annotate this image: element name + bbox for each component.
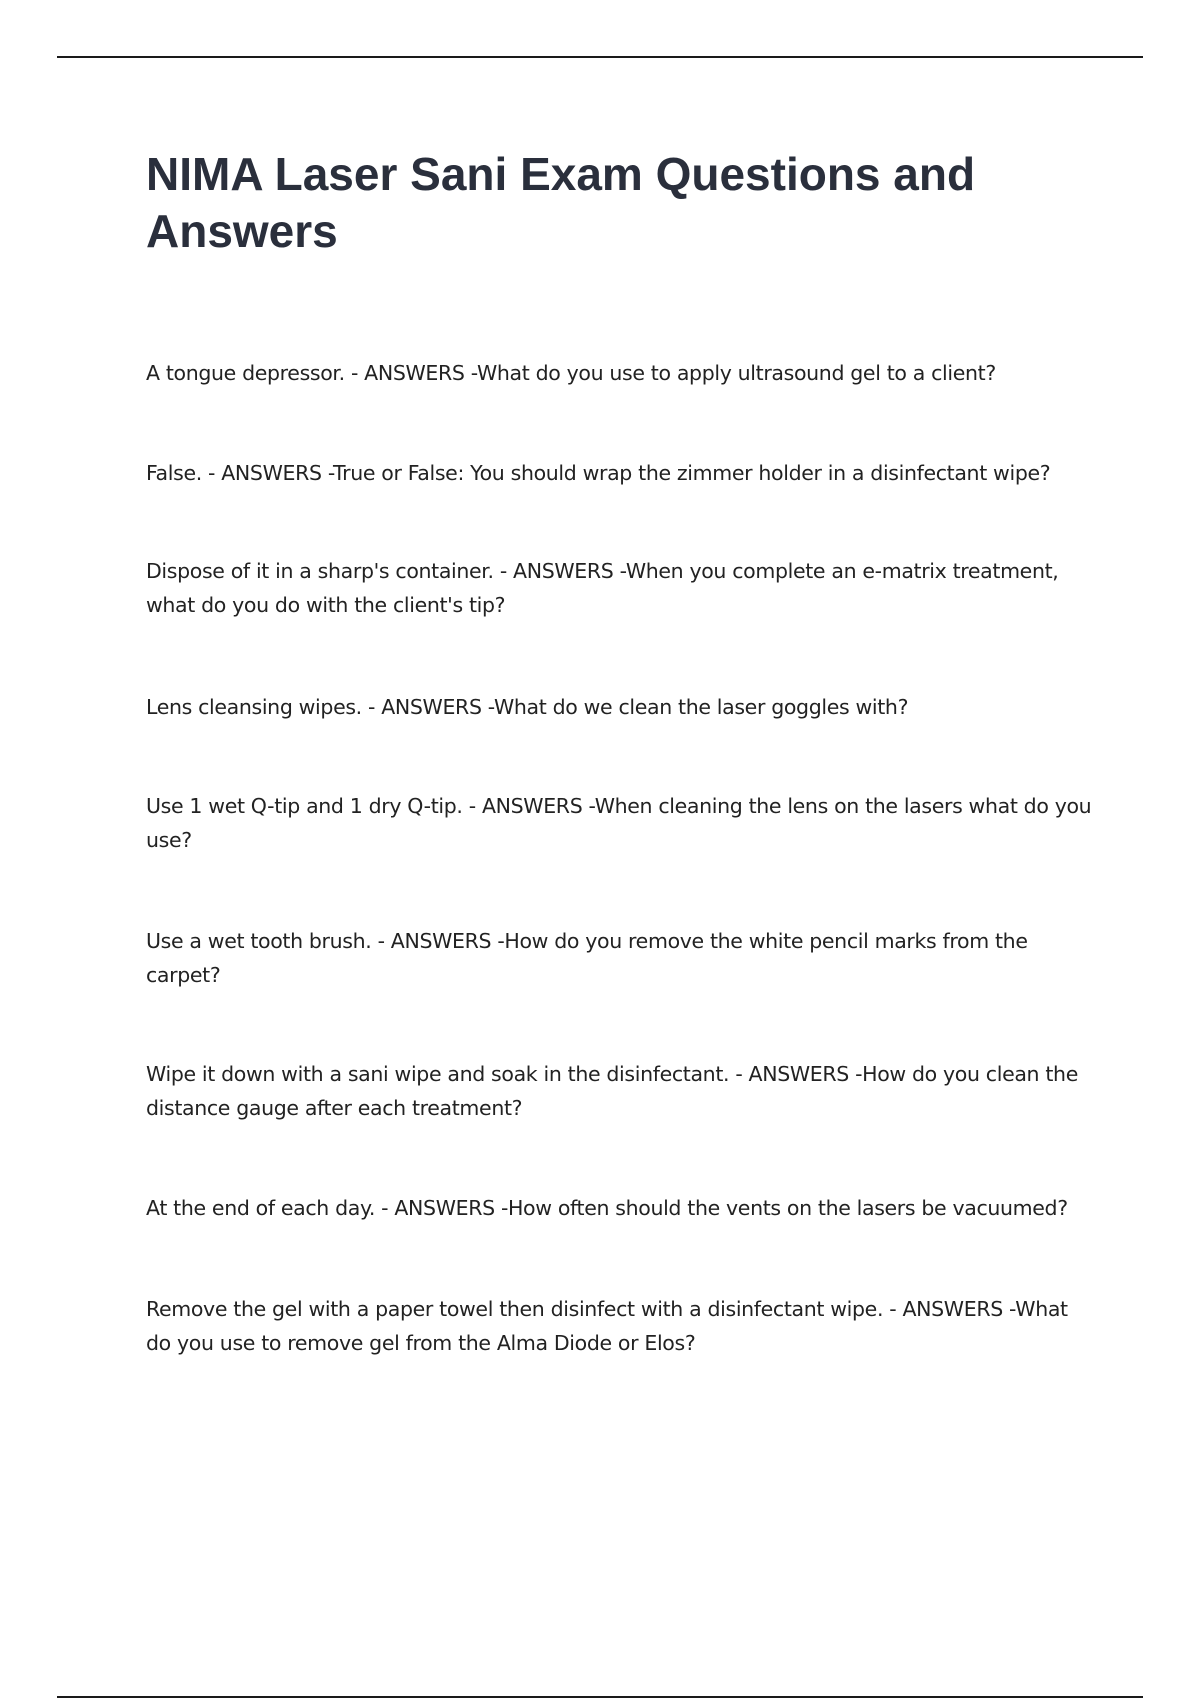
qa-item: Use a wet tooth brush. - ANSWERS -How do you remove the white pencil marks from the carpet?	[146, 929, 1028, 987]
page-title: NIMA Laser Sani Exam Questions and Answers	[146, 148, 976, 257]
top-rule	[57, 56, 1143, 58]
qa-item: A tongue depressor. - ANSWERS -What do you use to apply ultrasound gel to a client?	[146, 361, 996, 385]
qa-item: Remove the gel with a paper towel then disinfect with a disinfectant wipe. - ANSWERS -What do you use to remove gel from the Alma Diode or Elos?	[146, 1297, 1068, 1355]
bottom-rule	[57, 1696, 1143, 1698]
qa-item: Dispose of it in a sharp's container. - ANSWERS -When you complete an e-matrix treatment, what do you do with the client's tip?	[146, 559, 1059, 617]
qa-item: Use 1 wet Q-tip and 1 dry Q-tip. - ANSWERS -When cleaning the lens on the lasers what do you use?	[146, 794, 1092, 852]
qa-item: At the end of each day. - ANSWERS -How often should the vents on the lasers be vacuumed?	[146, 1196, 1068, 1220]
qa-item: Wipe it down with a sani wipe and soak in the disinfectant. - ANSWERS -How do you clean the distance gauge after each treatment?	[146, 1062, 1078, 1120]
qa-item: False. - ANSWERS -True or False: You should wrap the zimmer holder in a disinfectant wipe?	[146, 461, 1051, 485]
qa-item: Lens cleansing wipes. - ANSWERS -What do we clean the laser goggles with?	[146, 695, 909, 719]
